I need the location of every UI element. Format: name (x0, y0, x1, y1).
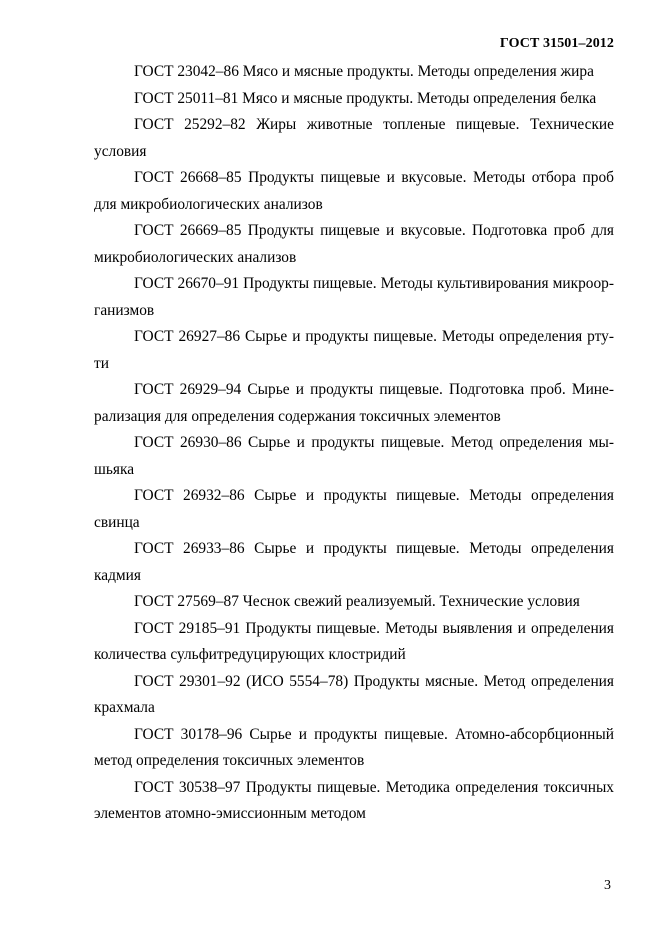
normative-references-list (94, 59, 614, 828)
reference-entry: ГОСТ 26932–86 Сырье и продукты пищевые. Методы определения свинца (94, 487, 614, 531)
reference-entry: ГОСТ 26670–91 Продукты пищевые. Методы культивирования микроор-ганизмов (94, 275, 614, 319)
reference-entry: ГОСТ 30538–97 Продукты пищевые. Методика определения токсичных элементов атомно-эмиссионным методом (94, 778, 614, 822)
reference-entry: ГОСТ 26929–94 Сырье и продукты пищевые. Подготовка проб. Мине-рализация для определения содержания токсичных элементов (94, 381, 614, 425)
reference-entry: ГОСТ 25292–82 Жиры животные топленые пищевые. Технические условия (94, 116, 614, 160)
reference-entry: ГОСТ 29185–91 Продукты пищевые. Методы выявления и определения количества сульфитредуцирующих клостридий (94, 619, 614, 663)
reference-entry: ГОСТ 23042–86 Мясо и мясные продукты. Методы определения жира (134, 63, 594, 80)
reference-entry: ГОСТ 26669–85 Продукты пищевые и вкусовые. Подготовка проб для микробиологических анализов (94, 222, 614, 266)
reference-entry: ГОСТ 29301–92 (ИСО 5554–78) Продукты мясные. Метод определения крахмала (94, 672, 614, 716)
reference-entry: ГОСТ 30178–96 Сырье и продукты пищевые. Атомно-абсорбционный метод определения токсичных элементов (94, 725, 614, 769)
reference-entry: ГОСТ 26668–85 Продукты пищевые и вкусовые. Методы отбора проб для микробиологических анализов (94, 169, 614, 213)
reference-entry: ГОСТ 26930–86 Сырье и продукты пищевые. Метод определения мы-шьяка (94, 434, 614, 478)
page-number: 3 (604, 878, 611, 893)
reference-entry: ГОСТ 26933–86 Сырье и продукты пищевые. Методы определения кадмия (94, 540, 614, 584)
reference-entry: ГОСТ 26927–86 Сырье и продукты пищевые. Методы определения рту-ти (94, 328, 614, 372)
reference-entry: ГОСТ 27569–87 Чеснок свежий реализуемый. Технические условия (134, 593, 580, 610)
document-header: ГОСТ 31501–2012 (499, 36, 614, 51)
reference-entry: ГОСТ 25011–81 Мясо и мясные продукты. Методы определения белка (134, 89, 597, 107)
